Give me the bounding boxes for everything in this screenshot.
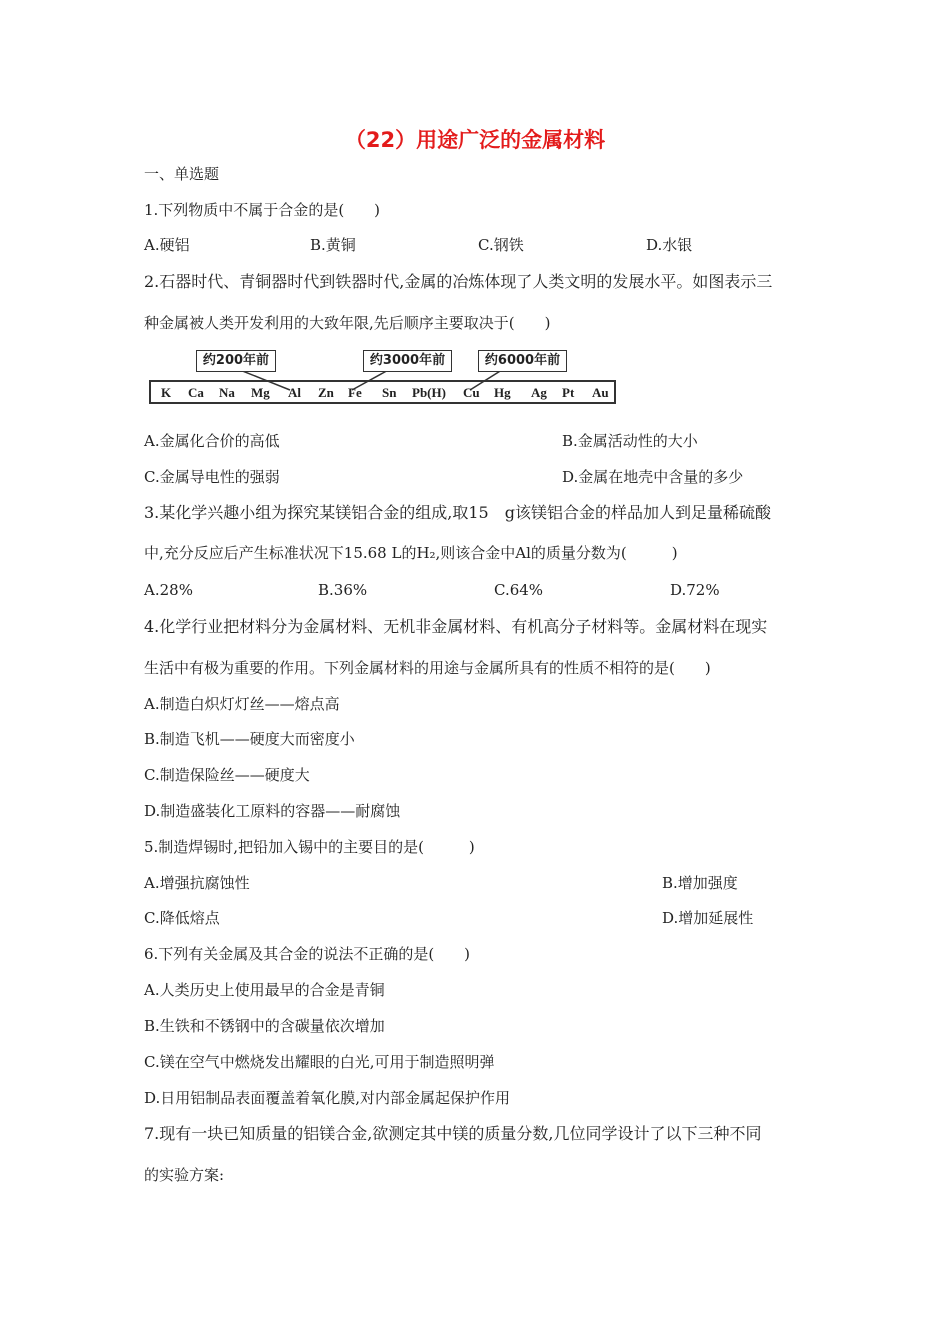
- q4-option-c: C.制造保险丝——硬度大: [144, 766, 310, 784]
- element-al: Al: [288, 385, 301, 400]
- element-sn: Sn: [382, 385, 397, 400]
- element-fe: Fe: [348, 385, 362, 400]
- q5-option-b: B.增加强度: [662, 874, 738, 892]
- q1-option-d: D.水银: [646, 236, 693, 254]
- q3-option-a: A.28%: [144, 581, 193, 599]
- q3-option-d: D.72%: [670, 581, 720, 599]
- q5-stem: 5.制造焊锡时,把铅加入锡中的主要目的是( ): [144, 838, 475, 856]
- q5-option-a: A.增强抗腐蚀性: [144, 874, 250, 892]
- q3-stem-line1: 3.某化学兴趣小组为探究某镁铝合金的组成,取15 g该镁铝合金的样品加人到足量稀硫酸: [144, 503, 771, 522]
- q2-stem-line2: 种金属被人类开发利用的大致年限,先后顺序主要取决于( ): [144, 314, 551, 332]
- q7-stem-line1: 7.现有一块已知质量的铝镁合金,欲测定其中镁的质量分数,几位同学设计了以下三种不同: [144, 1124, 762, 1143]
- element-au: Au: [592, 385, 609, 400]
- element-pt: Pt: [562, 385, 575, 400]
- q1-option-b: B.黄铜: [310, 236, 356, 254]
- metal-activity-series: [149, 380, 616, 404]
- callout-6000-years: 约6000年前: [478, 350, 567, 372]
- q6-stem: 6.下列有关金属及其合金的说法不正确的是( ): [144, 945, 471, 963]
- q1-option-c: C.钢铁: [478, 236, 524, 254]
- callout-200-years: 约200年前: [196, 350, 276, 372]
- q4-option-d: D.制造盛装化工原料的容器——耐腐蚀: [144, 802, 401, 820]
- q2-option-a: A.金属化合价的高低: [144, 432, 280, 450]
- q2-option-b: B.金属活动性的大小: [562, 432, 698, 450]
- q5-option-d: D.增加延展性: [662, 909, 754, 927]
- q4-stem-line2: 生活中有极为重要的作用。下列金属材料的用途与金属所具有的性质不相符的是( ): [144, 659, 711, 677]
- element-k: K: [161, 385, 172, 400]
- element-ca: Ca: [188, 385, 204, 400]
- q1-stem: 1.下列物质中不属于合金的是( ): [144, 201, 381, 219]
- callout-3000-years: 约3000年前: [363, 350, 452, 372]
- element-pb-h: Pb(H): [412, 385, 446, 400]
- q4-stem-line1: 4.化学行业把材料分为金属材料、无机非金属材料、有机高分子材料等。金属材料在现实: [144, 617, 768, 636]
- q2-option-d: D.金属在地壳中含量的多少: [562, 468, 744, 486]
- element-mg: Mg: [251, 385, 270, 400]
- q5-option-c: C.降低熔点: [144, 909, 220, 927]
- page-title: （22）用途广泛的金属材料: [344, 128, 606, 152]
- element-cu: Cu: [463, 385, 480, 400]
- q2-option-c: C.金属导电性的强弱: [144, 468, 280, 486]
- element-zn: Zn: [318, 385, 334, 400]
- q4-option-b: B.制造飞机——硬度大而密度小: [144, 730, 355, 748]
- q1-option-a: A.硬铝: [144, 236, 190, 254]
- q6-option-b: B.生铁和不锈钢中的含碳量依次增加: [144, 1017, 385, 1035]
- q6-option-c: C.镁在空气中燃烧发出耀眼的白光,可用于制造照明弹: [144, 1053, 495, 1071]
- section-heading: 一、单选题: [144, 165, 220, 183]
- q6-option-d: D.日用铝制品表面覆盖着氧化膜,对内部金属起保护作用: [144, 1089, 511, 1107]
- element-na: Na: [219, 385, 235, 400]
- q6-option-a: A.人类历史上使用最早的合金是青铜: [144, 981, 385, 999]
- q3-option-c: C.64%: [494, 581, 544, 599]
- callout-pointer-lines: [0, 0, 950, 420]
- q4-option-a: A.制造白炽灯灯丝——熔点高: [144, 695, 340, 713]
- element-ag: Ag: [531, 385, 547, 400]
- q2-stem-line1: 2.石器时代、青铜器时代到铁器时代,金属的冶炼体现了人类文明的发展水平。如图表示三: [144, 272, 773, 291]
- q3-option-b: B.36%: [318, 581, 368, 599]
- q7-stem-line2: 的实验方案:: [144, 1166, 225, 1184]
- q3-stem-line2: 中,充分反应后产生标准状况下15.68 L的H₂,则该合金中Al的质量分数为( ): [144, 544, 678, 562]
- element-hg: Hg: [494, 385, 511, 400]
